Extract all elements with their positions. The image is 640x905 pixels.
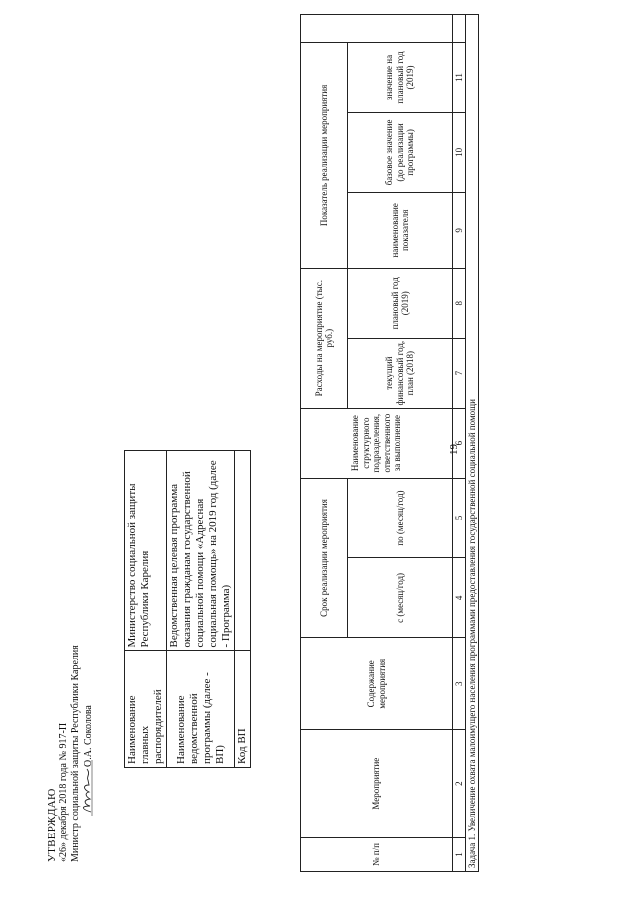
info-value bbox=[235, 451, 251, 652]
column-number: 7 bbox=[453, 338, 466, 408]
signer-name: О.А. Соколова bbox=[83, 705, 94, 767]
signature-line bbox=[82, 645, 96, 862]
col-header-indicator-name: наименование показателя bbox=[348, 192, 453, 268]
info-value: Ведомственная целевая программа оказания гражданам государственной социальной помощи «Адресная социальная помощь» на 2019 год (далее - Программа) bbox=[167, 451, 235, 652]
events-table bbox=[300, 14, 479, 872]
col-header-responsible: Наименование структурного подразделения, ответственного за выполнение bbox=[301, 408, 453, 478]
column-number: 8 bbox=[453, 268, 466, 338]
column-number-row bbox=[453, 15, 466, 872]
col-header-costs-current: текущий финансовый год, план (2018) bbox=[348, 338, 453, 408]
column-number: 10 bbox=[453, 112, 466, 192]
page-number: 19 bbox=[448, 444, 460, 455]
margin-cell bbox=[453, 15, 466, 43]
program-info-table bbox=[124, 450, 251, 768]
margin-column bbox=[301, 15, 453, 43]
column-number: 11 bbox=[453, 43, 466, 113]
column-number: 4 bbox=[453, 558, 466, 638]
column-number: 5 bbox=[453, 478, 466, 558]
header-row-top bbox=[301, 15, 348, 872]
col-header-period-from: с (месяц/год) bbox=[348, 558, 453, 638]
info-value: Министерство социальной защиты Республики Карелия bbox=[125, 451, 167, 652]
task-row bbox=[466, 15, 479, 872]
info-key: Наименование главных распорядителей bbox=[125, 651, 167, 768]
column-number: 6 bbox=[453, 408, 466, 478]
col-header-num: № п/п bbox=[301, 838, 453, 872]
col-header-indicator-planned: значение на плановый год (2019) bbox=[348, 43, 453, 113]
info-row bbox=[125, 451, 167, 768]
column-number: 2 bbox=[453, 730, 466, 838]
info-row bbox=[235, 451, 251, 768]
approval-date-line: «26» декабря 2018 года № 917-П bbox=[58, 722, 69, 862]
col-header-content: Содержание мероприятия bbox=[301, 638, 453, 730]
col-header-indicator-group: Показатель реализации мероприятия bbox=[301, 43, 348, 269]
info-key: Наименование ведомственной программы (далее - ВП) bbox=[167, 651, 235, 768]
info-row bbox=[167, 451, 235, 768]
info-key: Код ВП bbox=[235, 651, 251, 768]
col-header-event: Мероприятие bbox=[301, 730, 453, 838]
task-title: Задача 1. Увеличение охвата малоимущего населения программами предоставления государственной социальной помощи bbox=[466, 15, 479, 872]
col-header-period-to: по (месяц/год) bbox=[348, 478, 453, 558]
column-number: 9 bbox=[453, 192, 466, 268]
col-header-costs-planned: плановый год (2019) bbox=[348, 268, 453, 338]
column-number: 1 bbox=[453, 838, 466, 872]
approval-position-line: Министр социальной защиты Республики Карелия bbox=[70, 645, 81, 862]
approval-block bbox=[46, 645, 96, 862]
handwritten-signature bbox=[79, 758, 95, 818]
col-header-period-group: Срок реализации мероприятия bbox=[301, 478, 348, 638]
column-number: 3 bbox=[453, 638, 466, 730]
col-header-costs-group: Расходы на мероприятие (тыс. руб.) bbox=[301, 268, 348, 408]
col-header-indicator-base: базовое значение (до реализации программы) bbox=[348, 112, 453, 192]
approval-title: УТВЕРЖДАЮ bbox=[46, 788, 58, 862]
